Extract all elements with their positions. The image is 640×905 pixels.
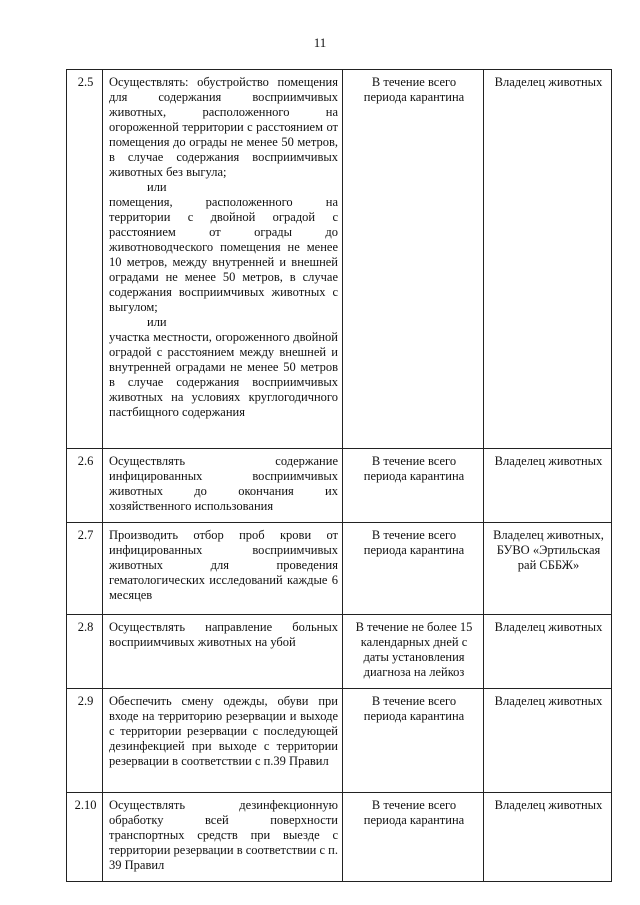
- row-number: 2.8: [67, 615, 103, 689]
- row-number: 2.5: [67, 70, 103, 449]
- row-term: В течение всего периода карантина: [343, 449, 484, 523]
- action-paragraph: помещения, расположенного на территории с двойной оградой с расстоянием от ограды до животноводческого помещения не менее 10 метров, между внутренней и внешней оградами не менее 50 метров, в случае содержания восприимчивых животных с выгулом;: [109, 195, 338, 314]
- row-responsible: Владелец животных: [484, 793, 612, 882]
- row-responsible: Владелец животных: [484, 689, 612, 793]
- table-row: [67, 70, 612, 449]
- row-action: Обеспечить смену одежды, обуви при входе на территорию резервации и выходе с территории резервации с последующей дезинфекцией при выходе с территории резервации в соответствии с п.39 Правил: [103, 689, 343, 793]
- row-term: В течение всего периода карантина: [343, 70, 484, 449]
- row-term: В течение всего периода карантина: [343, 689, 484, 793]
- row-responsible: Владелец животных: [484, 70, 612, 449]
- table-row: [67, 523, 612, 615]
- row-term: В течение всего периода карантина: [343, 523, 484, 615]
- table-row: [67, 689, 612, 793]
- row-number: 2.10: [67, 793, 103, 882]
- table-row: [67, 449, 612, 523]
- row-action: Производить отбор проб крови от инфицированных восприимчивых животных для проведения гематологических исследований каждые 6 месяцев: [103, 523, 343, 615]
- row-number: 2.7: [67, 523, 103, 615]
- action-separator: или: [147, 315, 167, 329]
- table-row: [67, 793, 612, 882]
- row-action: Осуществлять дезинфекционную обработку всей поверхности транспортных средств при выезде с территории резервации в соответствии с п. 39 Правил: [103, 793, 343, 882]
- row-responsible: Владелец животных: [484, 615, 612, 689]
- row-number: 2.9: [67, 689, 103, 793]
- table-row: [67, 615, 612, 689]
- row-term: В течение всего периода карантина: [343, 793, 484, 882]
- action-paragraph: Осуществлять: обустройство помещения для содержания восприимчивых животных, расположенного на огороженной территории с расстоянием от помещения до ограды не менее 50 метров, в случае содержания восприимчивых животных без выгула;: [109, 75, 338, 179]
- row-action: Осуществлять содержание инфицированных восприимчивых животных до окончания их хозяйственного использования: [103, 449, 343, 523]
- row-responsible: Владелец животных, БУВО «Эртильская рай СББЖ»: [484, 523, 612, 615]
- page-number: 11: [313, 35, 327, 50]
- row-number: 2.6: [67, 449, 103, 523]
- action-separator: или: [147, 180, 167, 194]
- row-responsible: Владелец животных: [484, 449, 612, 523]
- row-term: В течение не более 15 календарных дней с даты установления диагноза на лейкоз: [343, 615, 484, 689]
- action-paragraph: участка местности, огороженного двойной оградой с расстоянием между внешней и внутренней оградами не менее 50 метров в случае содержания восприимчивых животных на условиях круглогодичного пастбищного содержания: [109, 330, 338, 419]
- row-action: Осуществлять направление больных восприимчивых животных на убой: [103, 615, 343, 689]
- row-action: [103, 70, 343, 449]
- measures-table: [66, 69, 612, 882]
